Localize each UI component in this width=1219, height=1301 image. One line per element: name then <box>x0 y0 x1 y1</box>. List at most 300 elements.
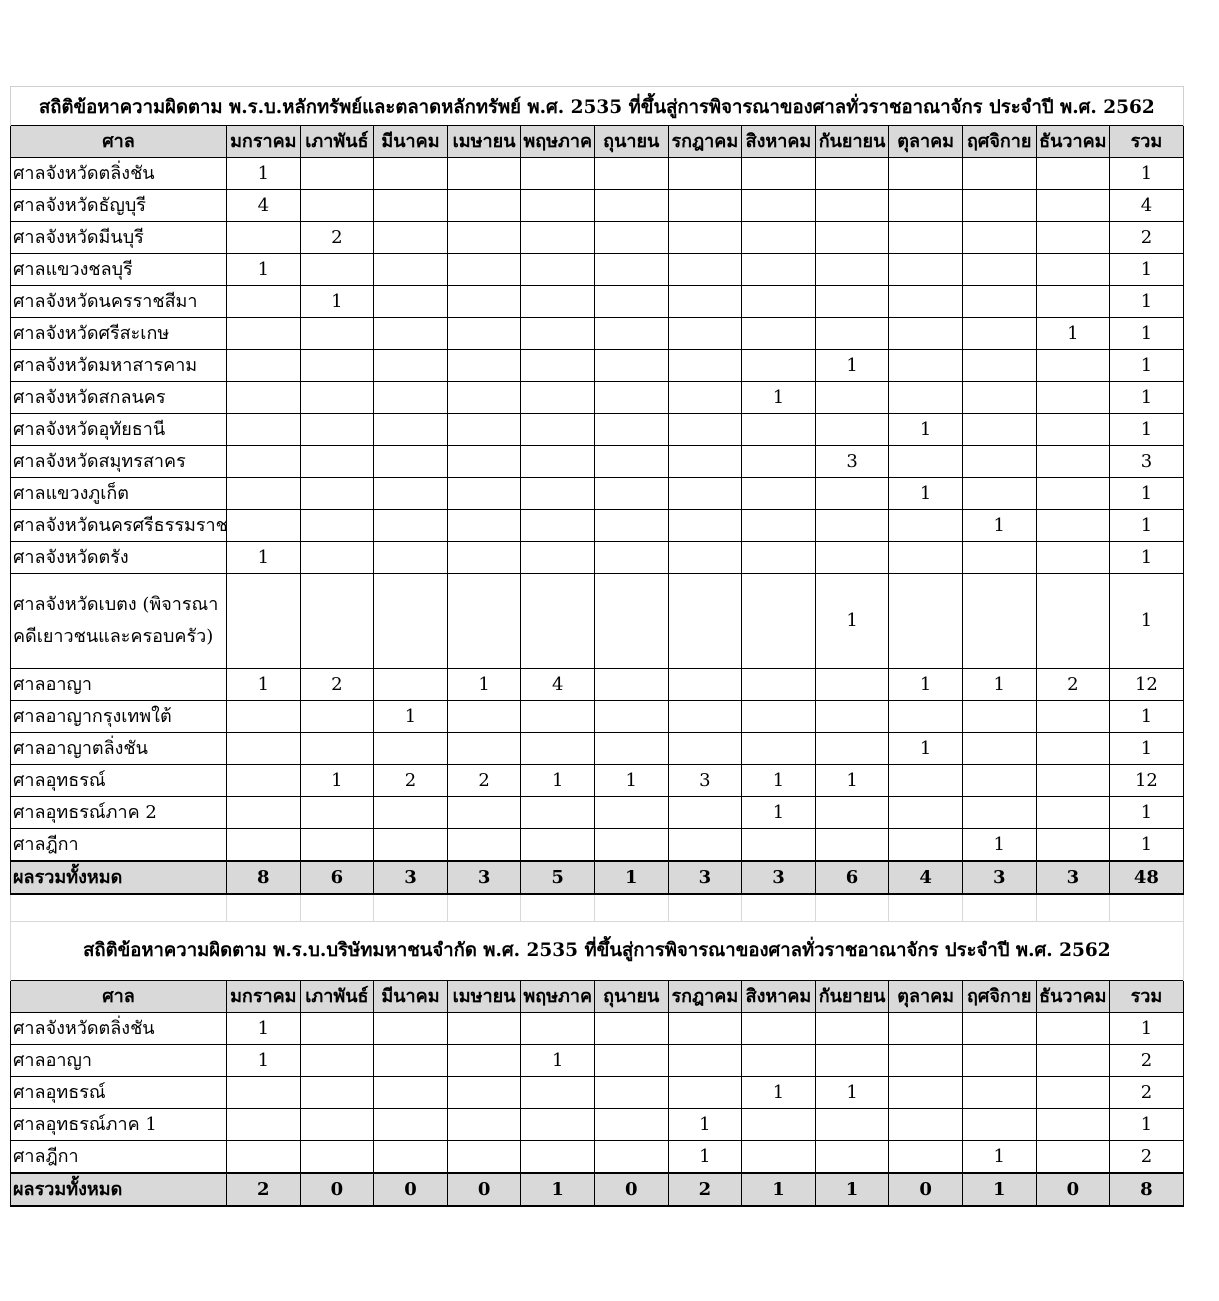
month-total-cell: 3 <box>447 861 521 894</box>
month-value-cell: 1 <box>962 669 1036 701</box>
court-name-cell: ศาลจังหวัดอุทัยธานี <box>11 414 227 446</box>
month-value-cell <box>668 701 742 733</box>
month-value-cell: 3 <box>815 446 889 478</box>
month-total-cell: 0 <box>594 1173 668 1206</box>
month-value-cell <box>668 829 742 862</box>
month-value-cell <box>815 669 889 701</box>
month-value-cell <box>962 286 1036 318</box>
month-value-cell <box>447 701 521 733</box>
month-value-cell <box>668 222 742 254</box>
court-name-cell: ศาลแขวงภูเก็ต <box>11 478 227 510</box>
month-value-cell <box>227 286 301 318</box>
month-value-cell <box>1036 1045 1110 1077</box>
month-total-cell: 5 <box>521 861 595 894</box>
table-row <box>11 1045 1184 1077</box>
court-name-cell: ศาลอุทธรณ์ภาค 1 <box>11 1109 227 1141</box>
month-value-cell <box>742 733 816 765</box>
table-row <box>11 190 1184 222</box>
court-name-cell: ศาลอาญา <box>11 669 227 701</box>
month-value-cell: 1 <box>889 414 963 446</box>
month-total-cell: 6 <box>815 861 889 894</box>
month-value-cell <box>962 318 1036 350</box>
month-value-cell <box>521 446 595 478</box>
month-value-cell <box>1036 1077 1110 1109</box>
month-value-cell <box>668 286 742 318</box>
month-value-cell <box>815 318 889 350</box>
month-value-cell <box>668 542 742 574</box>
month-value-cell <box>742 286 816 318</box>
column-header-month: มีนาคม <box>374 126 448 158</box>
row-total-cell: 1 <box>1110 510 1184 542</box>
row-total-cell: 1 <box>1110 318 1184 350</box>
month-value-cell <box>815 701 889 733</box>
table-row <box>11 765 1184 797</box>
court-name-cell: ศาลจังหวัดตลิ่งชัน <box>11 1013 227 1045</box>
month-value-cell <box>594 158 668 190</box>
table1-title-row <box>11 87 1184 126</box>
month-value-cell <box>742 478 816 510</box>
month-value-cell <box>227 574 301 669</box>
column-header-month: ฤศจิกาย <box>962 126 1036 158</box>
month-value-cell <box>447 1077 521 1109</box>
court-name-cell: ศาลจังหวัดตลิ่งชัน <box>11 158 227 190</box>
month-value-cell <box>227 510 301 542</box>
month-value-cell <box>668 1013 742 1045</box>
month-value-cell <box>815 829 889 862</box>
month-value-cell <box>521 478 595 510</box>
month-value-cell <box>668 414 742 446</box>
month-value-cell <box>815 510 889 542</box>
table-row <box>11 1141 1184 1174</box>
court-name-cell: ศาลอุทธรณ์ <box>11 1077 227 1109</box>
month-value-cell: 1 <box>742 1077 816 1109</box>
column-header-month: มกราคม <box>227 126 301 158</box>
month-value-cell: 2 <box>1036 669 1110 701</box>
month-value-cell: 1 <box>668 1141 742 1174</box>
month-value-cell <box>668 478 742 510</box>
month-value-cell <box>594 1077 668 1109</box>
month-value-cell <box>374 254 448 286</box>
month-value-cell <box>300 701 374 733</box>
table2-grand-total-row <box>11 1173 1184 1206</box>
month-value-cell <box>594 286 668 318</box>
column-header-month: ตุลาคม <box>889 126 963 158</box>
month-value-cell <box>1036 701 1110 733</box>
table-row <box>11 574 1184 669</box>
month-value-cell <box>742 350 816 382</box>
month-value-cell <box>889 1109 963 1141</box>
month-value-cell <box>300 414 374 446</box>
blank-cell <box>11 894 227 922</box>
month-value-cell <box>889 829 963 862</box>
month-value-cell <box>668 446 742 478</box>
month-value-cell <box>300 350 374 382</box>
row-total-cell: 2 <box>1110 1141 1184 1174</box>
table-row <box>11 158 1184 190</box>
column-header-month: เภาพันธ์ <box>300 126 374 158</box>
month-value-cell: 1 <box>300 286 374 318</box>
month-value-cell <box>227 414 301 446</box>
month-value-cell <box>962 446 1036 478</box>
month-total-cell: 3 <box>742 861 816 894</box>
row-total-cell: 1 <box>1110 286 1184 318</box>
month-value-cell <box>300 446 374 478</box>
month-value-cell <box>374 574 448 669</box>
table-row <box>11 669 1184 701</box>
month-value-cell <box>300 158 374 190</box>
month-value-cell <box>962 797 1036 829</box>
month-value-cell <box>300 574 374 669</box>
month-total-cell: 8 <box>227 861 301 894</box>
column-header-month: สิงหาคม <box>742 126 816 158</box>
month-value-cell <box>1036 765 1110 797</box>
month-value-cell <box>889 1013 963 1045</box>
month-value-cell <box>889 1077 963 1109</box>
month-value-cell <box>962 1013 1036 1045</box>
month-value-cell <box>594 414 668 446</box>
blank-cell <box>227 894 301 922</box>
court-name-cell: ศาลอุทธรณ์ภาค 2 <box>11 797 227 829</box>
month-value-cell <box>889 701 963 733</box>
month-value-cell <box>889 286 963 318</box>
month-value-cell <box>889 350 963 382</box>
month-value-cell <box>815 414 889 446</box>
month-value-cell: 1 <box>447 669 521 701</box>
month-value-cell: 1 <box>227 158 301 190</box>
month-value-cell <box>227 446 301 478</box>
month-value-cell: 1 <box>889 669 963 701</box>
month-value-cell <box>742 829 816 862</box>
month-value-cell <box>374 542 448 574</box>
month-total-cell: 4 <box>889 861 963 894</box>
statistics-table <box>10 86 1184 1207</box>
month-value-cell <box>962 222 1036 254</box>
court-name-cell: ศาลจังหวัดตรัง <box>11 542 227 574</box>
table-row <box>11 542 1184 574</box>
month-value-cell <box>1036 158 1110 190</box>
month-value-cell <box>962 350 1036 382</box>
table2-title-row <box>11 922 1184 981</box>
month-value-cell <box>300 797 374 829</box>
month-value-cell <box>1036 190 1110 222</box>
month-value-cell <box>594 829 668 862</box>
month-total-cell: 3 <box>374 861 448 894</box>
month-value-cell <box>742 414 816 446</box>
month-value-cell <box>815 1045 889 1077</box>
month-value-cell <box>300 254 374 286</box>
month-value-cell: 1 <box>1036 318 1110 350</box>
month-value-cell <box>521 318 595 350</box>
month-value-cell: 3 <box>668 765 742 797</box>
month-value-cell <box>962 765 1036 797</box>
month-value-cell <box>374 510 448 542</box>
month-value-cell <box>742 254 816 286</box>
blank-cell <box>962 894 1036 922</box>
month-value-cell <box>447 318 521 350</box>
column-header-court: ศาล <box>11 126 227 158</box>
month-value-cell <box>889 510 963 542</box>
row-total-cell: 12 <box>1110 765 1184 797</box>
court-name-cell: ศาลอาญากรุงเทพใต้ <box>11 701 227 733</box>
month-value-cell <box>521 542 595 574</box>
blank-cell <box>1110 894 1184 922</box>
month-value-cell <box>447 350 521 382</box>
month-value-cell <box>521 510 595 542</box>
month-value-cell <box>889 765 963 797</box>
table-row <box>11 1109 1184 1141</box>
month-value-cell: 2 <box>374 765 448 797</box>
month-value-cell <box>962 1109 1036 1141</box>
month-value-cell: 1 <box>374 701 448 733</box>
month-value-cell <box>742 318 816 350</box>
month-total-cell: 0 <box>447 1173 521 1206</box>
month-value-cell: 1 <box>227 542 301 574</box>
month-value-cell <box>447 414 521 446</box>
blank-cell <box>668 894 742 922</box>
blank-cell <box>815 894 889 922</box>
blank-cell <box>594 894 668 922</box>
month-value-cell <box>742 701 816 733</box>
grand-total-label: ผลรวมทั้งหมด <box>11 861 227 894</box>
table2-header-row <box>11 981 1184 1013</box>
court-name-cell: ศาลจังหวัดสมุทรสาคร <box>11 446 227 478</box>
month-value-cell <box>447 286 521 318</box>
month-value-cell <box>300 733 374 765</box>
table-row <box>11 286 1184 318</box>
month-value-cell <box>521 158 595 190</box>
month-value-cell <box>815 478 889 510</box>
month-value-cell <box>300 1045 374 1077</box>
month-total-cell: 0 <box>300 1173 374 1206</box>
month-value-cell <box>1036 446 1110 478</box>
month-value-cell <box>594 190 668 222</box>
month-value-cell <box>227 1077 301 1109</box>
month-value-cell <box>889 222 963 254</box>
column-header-total: รวม <box>1110 981 1184 1013</box>
month-value-cell <box>374 286 448 318</box>
month-value-cell <box>889 1045 963 1077</box>
table-row <box>11 1013 1184 1045</box>
month-value-cell: 1 <box>227 1045 301 1077</box>
month-value-cell <box>1036 574 1110 669</box>
month-value-cell <box>447 478 521 510</box>
month-value-cell <box>227 318 301 350</box>
blank-cell <box>521 894 595 922</box>
month-value-cell <box>962 701 1036 733</box>
month-value-cell <box>962 1045 1036 1077</box>
column-header-month: รกฎาคม <box>668 981 742 1013</box>
month-value-cell <box>815 158 889 190</box>
month-value-cell <box>594 510 668 542</box>
month-value-cell <box>594 797 668 829</box>
month-value-cell <box>668 1077 742 1109</box>
column-header-month: ถุนายน <box>594 981 668 1013</box>
month-value-cell <box>521 797 595 829</box>
month-value-cell <box>594 733 668 765</box>
month-value-cell <box>1036 1013 1110 1045</box>
month-value-cell: 1 <box>742 797 816 829</box>
table-row <box>11 701 1184 733</box>
month-value-cell <box>374 1141 448 1174</box>
month-value-cell <box>1036 733 1110 765</box>
month-value-cell <box>889 446 963 478</box>
month-value-cell: 1 <box>889 478 963 510</box>
month-value-cell <box>447 158 521 190</box>
month-value-cell <box>374 733 448 765</box>
month-value-cell <box>742 574 816 669</box>
month-value-cell <box>594 222 668 254</box>
month-value-cell <box>521 190 595 222</box>
court-name-cell: ศาลจังหวัดสกลนคร <box>11 382 227 414</box>
month-value-cell <box>300 1141 374 1174</box>
column-header-month: เมษายน <box>447 126 521 158</box>
table-row <box>11 350 1184 382</box>
month-value-cell <box>889 254 963 286</box>
month-value-cell <box>447 542 521 574</box>
column-header-month: ฤศจิกาย <box>962 981 1036 1013</box>
month-value-cell <box>447 1141 521 1174</box>
month-value-cell <box>521 701 595 733</box>
table2-title: สถิติข้อหาความผิดตาม พ.ร.บ.บริษัทมหาชนจำกัด พ.ศ. 2535 ที่ขึ้นสู่การพิจารณาของศาลทั่วราชอาณาจักร ประจำปี พ.ศ. 2562 <box>11 922 1184 981</box>
month-value-cell <box>594 574 668 669</box>
month-value-cell <box>447 574 521 669</box>
month-value-cell <box>227 701 301 733</box>
month-value-cell <box>1036 382 1110 414</box>
month-value-cell <box>447 254 521 286</box>
month-value-cell: 2 <box>300 669 374 701</box>
court-name-cell: ศาลฎีกา <box>11 829 227 862</box>
month-value-cell <box>374 1077 448 1109</box>
column-header-month: พฤษภาค <box>521 126 595 158</box>
column-header-month: ธันวาคม <box>1036 126 1110 158</box>
month-total-cell: 2 <box>227 1173 301 1206</box>
month-value-cell <box>668 797 742 829</box>
month-value-cell <box>668 733 742 765</box>
month-value-cell <box>889 574 963 669</box>
month-value-cell <box>374 382 448 414</box>
month-value-cell <box>521 254 595 286</box>
month-value-cell <box>447 510 521 542</box>
month-value-cell: 1 <box>962 1141 1036 1174</box>
table-row <box>11 797 1184 829</box>
month-value-cell <box>521 829 595 862</box>
month-value-cell <box>374 190 448 222</box>
month-value-cell <box>668 190 742 222</box>
month-value-cell <box>815 1109 889 1141</box>
month-value-cell <box>594 701 668 733</box>
court-name-cell: ศาลอุทธรณ์ <box>11 765 227 797</box>
month-value-cell <box>668 158 742 190</box>
month-value-cell <box>447 829 521 862</box>
month-value-cell <box>447 733 521 765</box>
table-row <box>11 382 1184 414</box>
month-value-cell <box>1036 254 1110 286</box>
month-value-cell <box>594 446 668 478</box>
court-name-cell: ศาลจังหวัดธัญบุรี <box>11 190 227 222</box>
month-value-cell <box>227 478 301 510</box>
row-total-cell: 1 <box>1110 797 1184 829</box>
column-header-month: ตุลาคม <box>889 981 963 1013</box>
month-value-cell <box>668 382 742 414</box>
month-value-cell <box>521 1013 595 1045</box>
month-value-cell <box>447 1109 521 1141</box>
month-value-cell <box>594 1141 668 1174</box>
month-value-cell <box>742 542 816 574</box>
court-name-cell: ศาลจังหวัดนครราชสีมา <box>11 286 227 318</box>
month-value-cell: 2 <box>300 222 374 254</box>
month-value-cell <box>962 574 1036 669</box>
month-value-cell <box>227 222 301 254</box>
month-total-cell: 0 <box>374 1173 448 1206</box>
month-value-cell <box>300 382 374 414</box>
row-total-cell: 1 <box>1110 382 1184 414</box>
month-value-cell <box>374 1045 448 1077</box>
column-header-month: พฤษภาค <box>521 981 595 1013</box>
court-name-cell: ศาลแขวงชลบุรี <box>11 254 227 286</box>
month-value-cell <box>374 669 448 701</box>
month-value-cell <box>374 1109 448 1141</box>
table-row <box>11 733 1184 765</box>
month-value-cell <box>447 1045 521 1077</box>
blank-cell <box>300 894 374 922</box>
month-total-cell: 3 <box>1036 861 1110 894</box>
month-total-cell: 3 <box>668 861 742 894</box>
month-value-cell <box>889 797 963 829</box>
month-value-cell: 1 <box>521 1045 595 1077</box>
month-value-cell <box>1036 222 1110 254</box>
court-name-cell: ศาลอาญา <box>11 1045 227 1077</box>
month-value-cell <box>300 478 374 510</box>
month-value-cell <box>889 190 963 222</box>
court-name-cell: ศาลจังหวัดเบตง (พิจารณาคดีเยาวชนและครอบครัว) <box>11 574 227 669</box>
month-value-cell <box>227 382 301 414</box>
month-value-cell <box>227 797 301 829</box>
month-value-cell: 1 <box>668 1109 742 1141</box>
month-value-cell <box>889 158 963 190</box>
month-value-cell <box>668 1045 742 1077</box>
month-value-cell <box>521 574 595 669</box>
month-value-cell: 1 <box>962 829 1036 862</box>
month-total-cell: 1 <box>742 1173 816 1206</box>
table1-title: สถิติข้อหาความผิดตาม พ.ร.บ.หลักทรัพย์และตลาดหลักทรัพย์ พ.ศ. 2535 ที่ขึ้นสู่การพิจารณาของศาลทั่วราชอาณาจักร ประจำปี พ.ศ. 2562 <box>11 87 1184 126</box>
court-name-cell: ศาลอาญาตลิ่งชัน <box>11 733 227 765</box>
month-value-cell <box>300 510 374 542</box>
column-header-month: สิงหาคม <box>742 981 816 1013</box>
month-value-cell <box>374 1013 448 1045</box>
court-name-cell: ศาลจังหวัดนครศรีธรรมราช <box>11 510 227 542</box>
month-value-cell <box>594 1109 668 1141</box>
month-value-cell <box>1036 1109 1110 1141</box>
month-value-cell <box>374 222 448 254</box>
month-value-cell <box>742 669 816 701</box>
month-value-cell <box>300 829 374 862</box>
month-value-cell <box>521 1141 595 1174</box>
month-value-cell <box>889 382 963 414</box>
month-value-cell <box>374 318 448 350</box>
blank-cell <box>374 894 448 922</box>
month-value-cell <box>374 446 448 478</box>
month-value-cell <box>227 350 301 382</box>
month-value-cell <box>962 542 1036 574</box>
month-value-cell <box>374 829 448 862</box>
month-value-cell <box>227 765 301 797</box>
month-total-cell: 0 <box>1036 1173 1110 1206</box>
month-value-cell <box>374 414 448 446</box>
month-value-cell <box>227 733 301 765</box>
column-header-month: ถุนายน <box>594 126 668 158</box>
column-header-month: กันยายน <box>815 126 889 158</box>
month-value-cell <box>1036 829 1110 862</box>
